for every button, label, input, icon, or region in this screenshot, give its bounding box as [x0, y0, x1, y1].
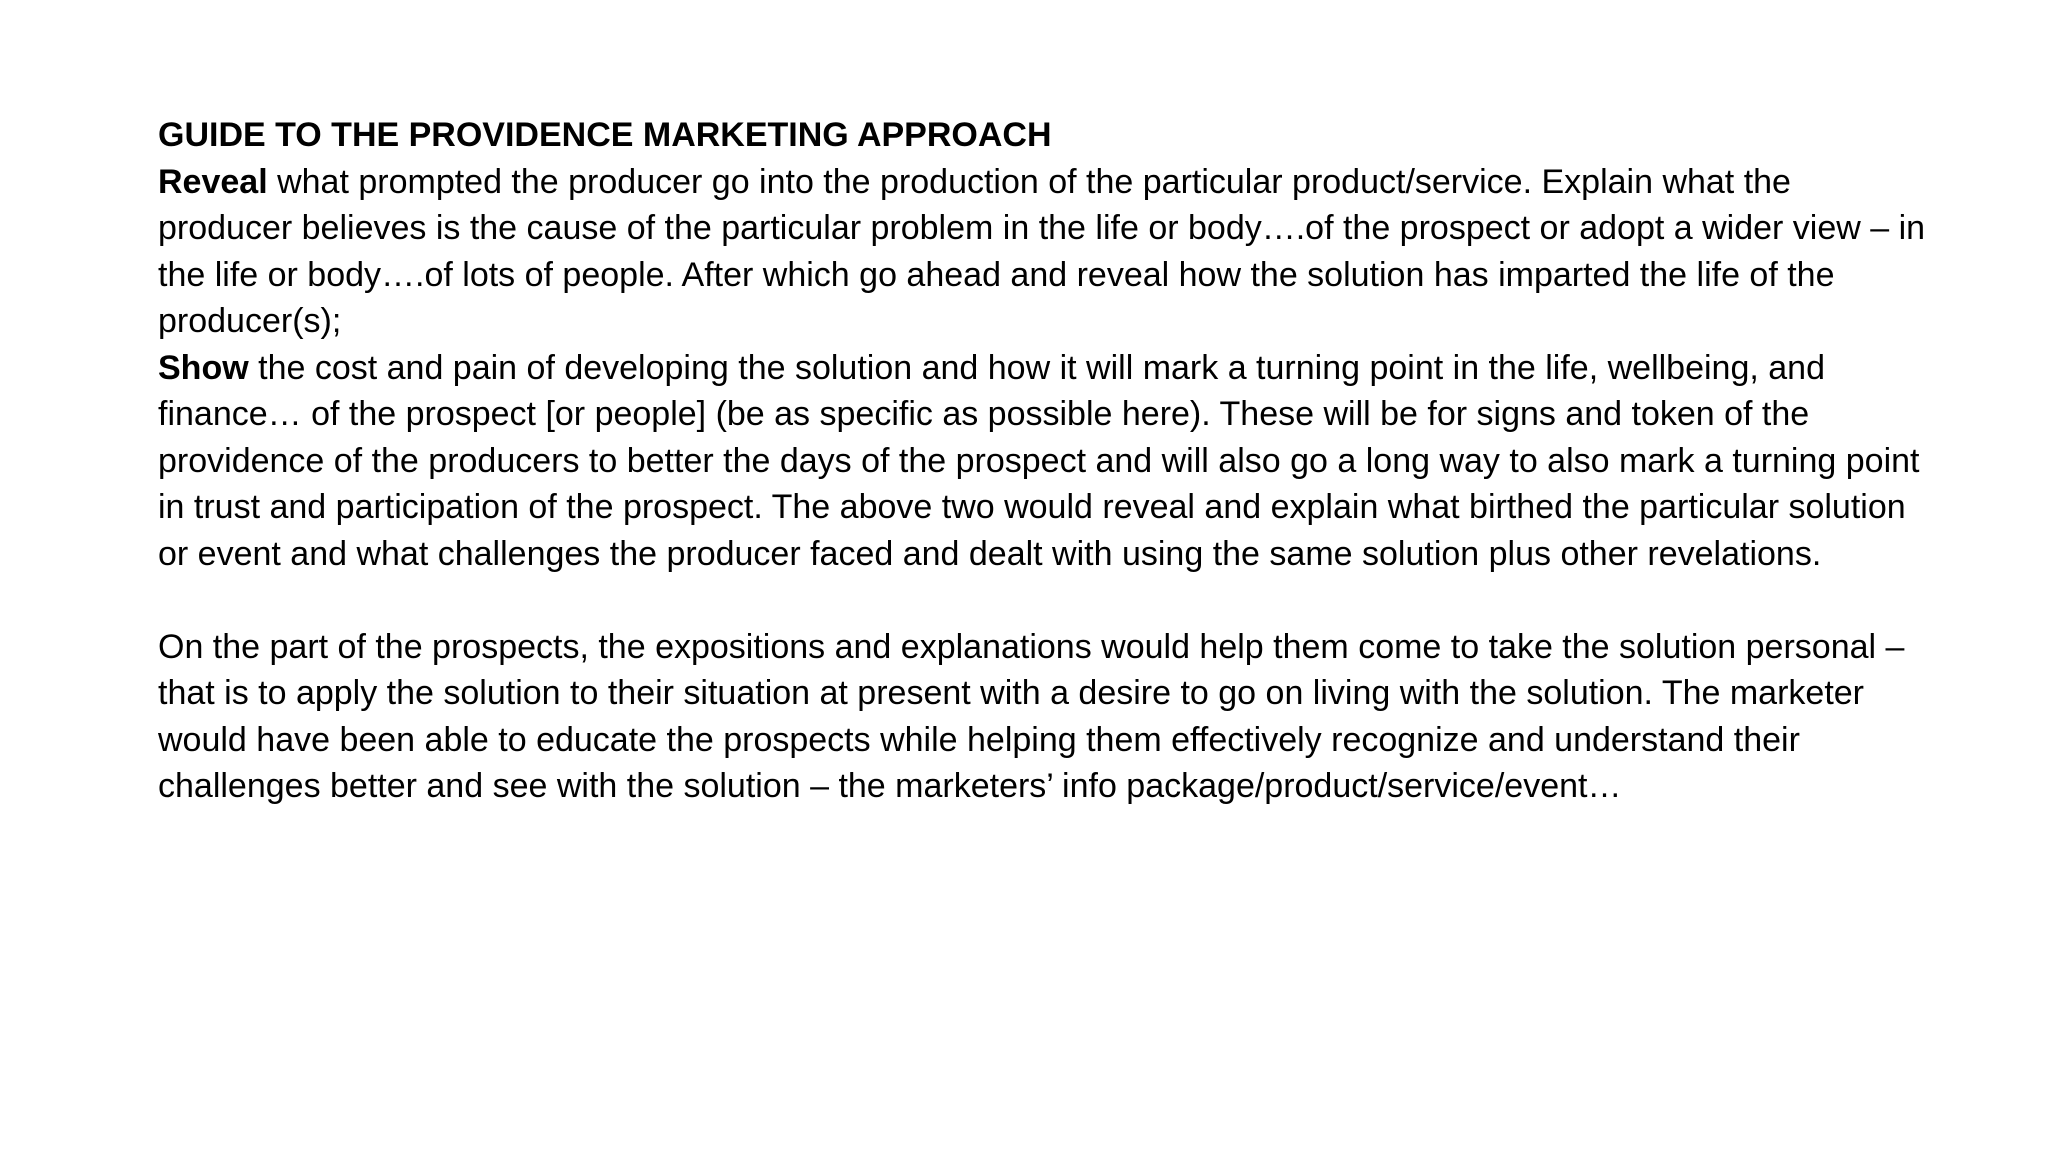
paragraph-spacer	[158, 577, 1928, 624]
paragraph-show	[158, 345, 1928, 578]
paragraph-lead: Reveal	[158, 162, 268, 201]
paragraph-text: On the part of the prospects, the expositions and explanations would help them come to take the solution personal – that is to apply the solution to their situation at present with a desire to go on living with the solution. The marketer would have been able to educate the prospects while helping them effectively recognize and understand their challenges better and see with the solution – the marketers’ info package/product/service/event…	[158, 627, 1905, 805]
paragraph-text: what prompted the producer go into the production of the particular product/service. Explain what the producer believes is the cause of the particular problem in the life or body….of the prospect or adopt a wider view – in the life or body….of lots of people. After which go ahead and reveal how the solution has imparted the life of the producer(s);	[158, 162, 1926, 340]
document-body	[158, 112, 1928, 810]
paragraph-text: the cost and pain of developing the solution and how it will mark a turning point in the life, wellbeing, and finance… of the prospect [or people] (be as specific as possible here). These will be for signs and token of the providence of the producers to better the days of the prospect and will also go a long way to also mark a turning point in trust and participation of the prospect. The above two would reveal and explain what birthed the particular solution or event and what challenges the producer faced and dealt with using the same solution plus other revelations.	[158, 348, 1920, 573]
paragraph-lead: Show	[158, 348, 249, 387]
paragraph-reveal	[158, 159, 1928, 345]
document-title: GUIDE TO THE PROVIDENCE MARKETING APPROACH	[158, 116, 1052, 154]
paragraph-prospects	[158, 624, 1928, 810]
